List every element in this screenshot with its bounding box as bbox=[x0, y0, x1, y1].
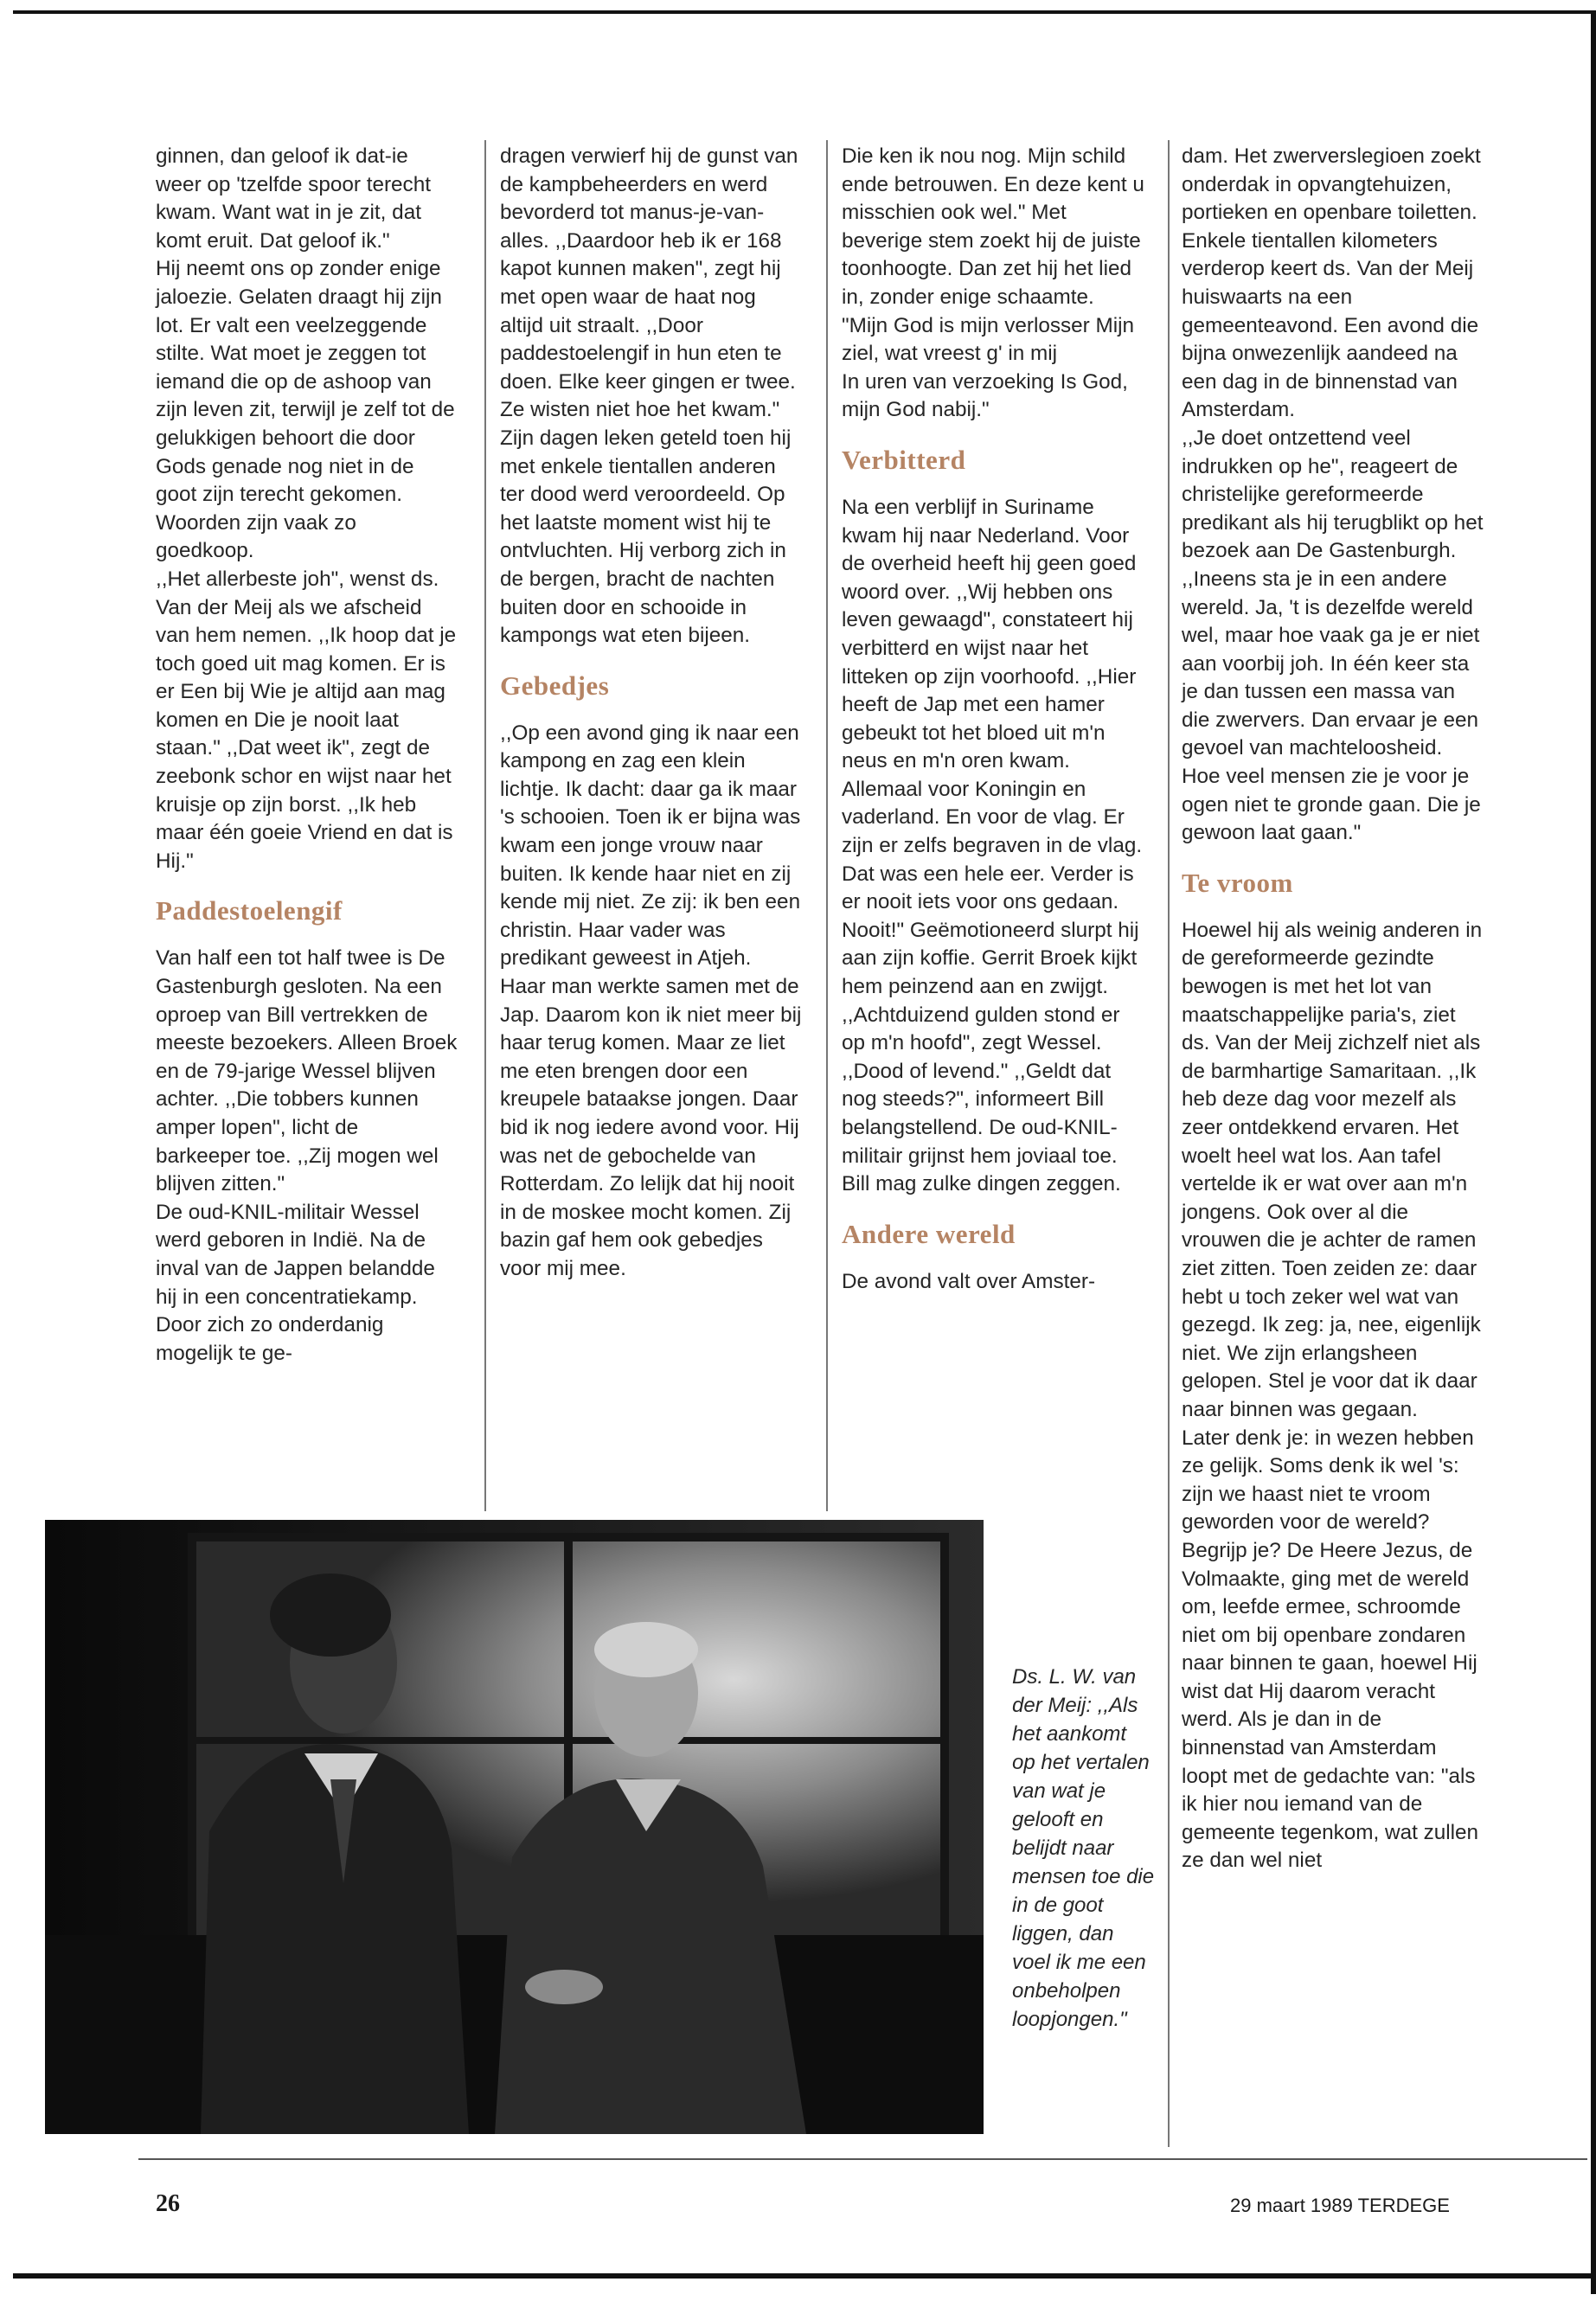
article-column-4 bbox=[1182, 143, 1486, 1875]
section-heading-gebedjes: Gebedjes bbox=[500, 670, 610, 701]
article-column-2 bbox=[500, 143, 803, 1284]
paragraph: Haar man werkte samen met de Jap. Daarom kon ik niet meer bij haar terug komen. Maar ze liet me eten brengen door een kreupele bataakse jongen. Daar bid ik nog iedere avond voor. Hij was net de gebochelde van Rotterdam. Zo lelijk dat hij nooit in de moskee mocht komen. Zij bazin gaf hem ook gebedjes voor mij mee. bbox=[500, 975, 802, 1280]
paragraph: dragen verwierf hij de gunst van de kampbeheerders en werd bevorderd tot manus-je-van-alles. ,,Daardoor heb ik er 168 kapot kunnen maken", zegt hij met open waar de haat nog altijd uit straalt. ,,Door paddestoelengif in hun eten te doen. Elke keer gingen er twee. Ze wisten niet hoe het kwam." bbox=[500, 144, 798, 422]
paragraph: ,,Op een avond ging ik naar een kampong en zag een klein lichtje. Ik dacht: daar ga ik maar 's schooien. Toen ik er bijna was kwam een jonge vrouw naar buiten. Ik kende haar niet en zij kende mij niet. Ze zij: ik ben een christin. Haar vader was predikant geweest in Atjeh. bbox=[500, 721, 801, 971]
paragraph: De oud-KNIL-militair Wessel werd geboren in Indië. Na de inval van de Jappen belandde hij in een concentratiekamp. Door zich zo onderdanig mogelijk te ge- bbox=[156, 1200, 435, 1365]
paragraph: Die ken ik nou nog. Mijn schild ende betrouwen. En deze kent u misschien ook wel." Met beverige stem zoekt hij de juiste toonhoogte. Dan zet hij het lied in, zonder enige schaamte. bbox=[842, 144, 1144, 309]
paragraph: Hoewel hij als weinig anderen in de gereformeerde gezindte bewogen is met het lot van maatschappelijke paria's, ziet ds. Van der Meij zichzelf niet als de barmhartige Samaritaan. ,,Ik heb deze dag voor mezelf als zeer ontdekkend ervaren. Het woelt heel wat los. Aan tafel vertelde ik er wat over aan m'n jongens. Ook over al die vrouwen die je achter de ramen ziet zitten. Toen zeiden ze: daar hebt u toch zeker wel wat van gezegd. Ik zeg: ja, nee, eigenlijk niet. We zijn erlangsheen gelopen. Stel je voor dat ik daar naar binnen was gegaan. bbox=[1182, 918, 1483, 1421]
photo-caption: Ds. L. W. van der Meij: ,,Als het aankomt op het vertalen van wat je gelooft en belijdt naar mensen toe die in de goot liggen, dan voel ik me een onbeholpen loopjongen." bbox=[1012, 1665, 1155, 2031]
page-border-top bbox=[13, 10, 1596, 14]
paragraph: ,,Achtduizend gulden stond er op m'n hoofd", zegt Wessel. ,,Dood of levend." ,,Geldt dat nog steeds?", informeert Bill belangstellend. De oud-KNIL-militair grijnst hem joviaal toe. Bill mag zulke dingen zeggen. bbox=[842, 1003, 1121, 1196]
page-number: 26 bbox=[156, 2190, 180, 2217]
page-border-right bbox=[1591, 10, 1596, 2294]
column-divider bbox=[484, 140, 486, 1511]
paragraph: Na een verblijf in Suriname kwam hij naar Nederland. Voor de overheid heeft hij geen goed woord over. ,,Wij hebben ons leven gewaagd", constateert hij verbitterd en wijst naar het litteken op zijn voorhoofd. ,,Hier heeft de Jap met een hamer gebeukt tot het bloed uit m'n neus en m'n oren kwam. Allemaal voor Koningin en vaderland. En voor de vlag. Er zijn er zelfs begraven in de vlag. Dat was een hele eer. Verder is er nooit iets voor ons gedaan. Nooit!" Geëmotioneerd slurpt hij aan zijn koffie. Gerrit Broek kijkt hem peinzend aan en zwijgt. bbox=[842, 495, 1143, 999]
paragraph: De avond valt over Amster- bbox=[842, 1269, 1096, 1293]
page-border-bottom bbox=[13, 2273, 1596, 2279]
song-lyrics: In uren van verzoeking Is God, mijn God nabij." bbox=[842, 369, 1128, 422]
paragraph: Later denk je: in wezen hebben ze gelijk. Soms denk ik wel 's: zijn we haast niet te vroom geworden voor de wereld? Begrijp je? De Heere Jezus, de Volmaakte, ging met de wereld om, leefde ermee, schroomde niet om bij openbare zondaren naar binnen te gaan, hoewel Hij wist dat Hij daarom veracht werd. Als je dan in de binnenstad van Amsterdam loopt met de gedachte van: "als ik hier nou iemand van de gemeente tegenkom, wat zullen ze dan wel niet bbox=[1182, 1426, 1479, 1873]
article-column-1 bbox=[156, 143, 458, 1368]
article-column-3 bbox=[842, 143, 1144, 1296]
paragraph: Zijn dagen leken geteld toen hij met enkele tientallen anderen ter dood werd veroordeeld. Op het laatste moment wist hij te ontvluchten. Hij verborg zich in de bergen, bracht de nachten buiten door en schooide in kampongs wat eten bijeen. bbox=[500, 426, 792, 648]
footer-rule bbox=[138, 2158, 1587, 2160]
paragraph: ,,Je doet ontzettend veel indrukken op he", reageert de christelijke gereformeerde predikant als hij terugblikt op het bezoek aan De Gastenburgh. ,,Ineens sta je in een andere wereld. Ja, 't is dezelfde wereld wel, maar hoe vaak ga je er niet aan voorbij joh. In één keer sta je dan tussen een massa van die zwervers. Dan ervaar je een gevoel van machteloosheid. Hoe veel mensen zie je voor je ogen niet te gronde gaan. Die je gewoon laat gaan." bbox=[1182, 426, 1484, 845]
paragraph: Hij neemt ons op zonder enige jaloezie. Gelaten draagt hij zijn lot. Er valt een veelzeggende stilte. Wat moet je zeggen tot iemand die op de ashoop van zijn leven zit, terwijl je zelf tot de gelukkigen behoort die door Gods genade nog niet in de goot zijn terecht gekomen. Woorden zijn vaak zo goedkoop. bbox=[156, 257, 455, 563]
paragraph: ,,Het allerbeste joh", wenst ds. Van der Meij als we afscheid van hem nemen. ,,Ik hoop dat je toch goed uit mag komen. Er is er Een bij Wie je altijd aan mag komen en Die je nooit laat staan." ,,Dat weet ik", zegt de zeebonk schor en wijst naar het kruisje op zijn borst. ,,Ik heb maar één goeie Vriend en dat is Hij." bbox=[156, 567, 457, 873]
paragraph: ginnen, dan geloof ik dat-ie weer op 'tzelfde spoor terecht kwam. Want wat in je zit, dat komt eruit. Dat geloof ik." bbox=[156, 144, 431, 253]
column-divider bbox=[1168, 140, 1170, 2147]
section-heading-andere-wereld: Andere wereld bbox=[842, 1218, 1016, 1249]
paragraph: dam. Het zwerverslegioen zoekt onderdak in opvangtehuizen, portieken en openbare toiletten. Enkele tientallen kilometers verderop keert ds. Van der Meij huiswaarts na een gemeenteavond. Een avond die bijna onwezenlijk aandeed na een dag in de binnenstad van Amsterdam. bbox=[1182, 144, 1481, 422]
article-photo bbox=[45, 1520, 984, 2134]
section-heading-paddestoelengif: Paddestoelengif bbox=[156, 895, 343, 926]
publication-date: 29 maart 1989 TERDEGE bbox=[1230, 2195, 1450, 2216]
paragraph: Van half een tot half twee is De Gastenburgh gesloten. Na een oproep van Bill vertrekken de meeste bezoekers. Alleen Broek en de 79-jarige Wessel blijven achter. ,,Die tobbers kunnen amper lopen", licht de barkeeper toe. ,,Zij mogen wel blijven zitten." bbox=[156, 946, 458, 1196]
column-divider bbox=[826, 140, 828, 1511]
section-heading-te-vroom: Te vroom bbox=[1182, 867, 1293, 898]
song-lyrics: "Mijn God is mijn verlosser Mijn ziel, wat vreest g' in mij bbox=[842, 313, 1135, 366]
section-heading-verbitterd: Verbitterd bbox=[842, 444, 966, 475]
